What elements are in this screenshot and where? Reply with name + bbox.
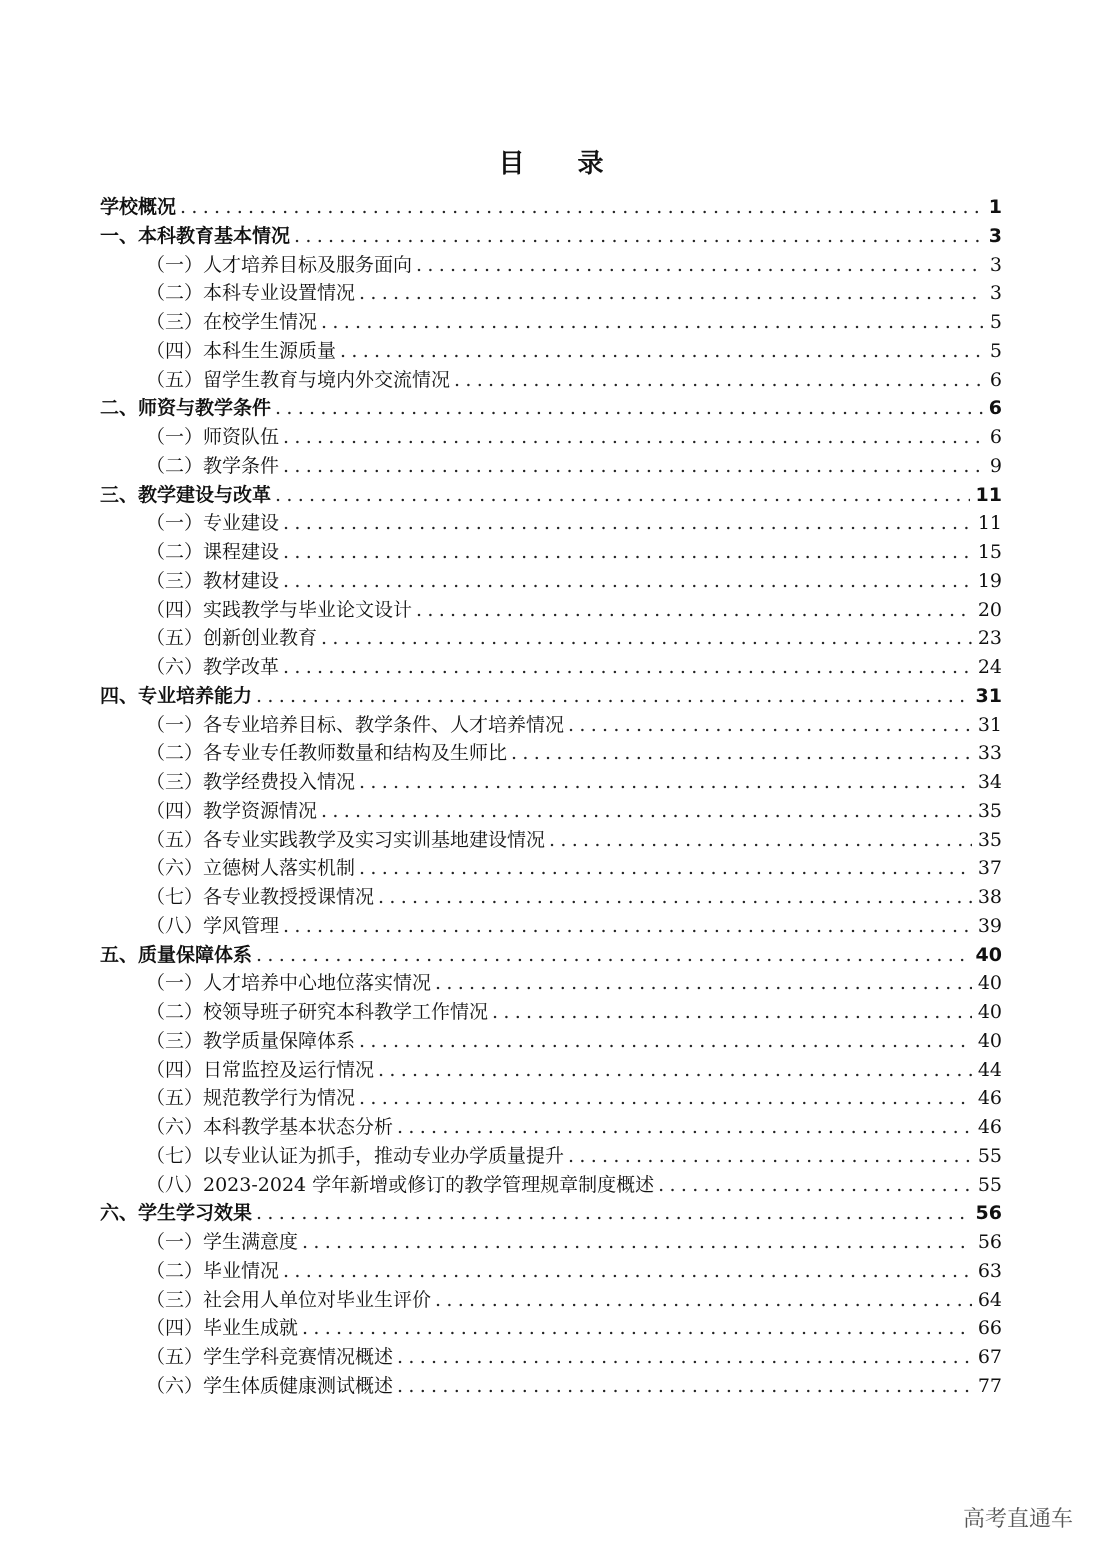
toc-subsection-entry[interactable] xyxy=(100,366,1002,395)
toc-subsection-entry[interactable] xyxy=(100,998,1002,1027)
toc-entry-label: （一）各专业培养目标、教学条件、人才培养情况 xyxy=(146,713,565,736)
dot-leader xyxy=(549,826,972,855)
toc-section-entry[interactable] xyxy=(100,941,1002,970)
toc-entry-label: （二）教学条件 xyxy=(146,454,280,477)
toc-entry-label: （四）实践教学与毕业论文设计 xyxy=(146,598,413,621)
toc-entry-label: （七）各专业教授授课情况 xyxy=(146,886,375,908)
toc-section-entry[interactable] xyxy=(100,193,1002,222)
toc-subsection-entry[interactable] xyxy=(100,1113,1002,1142)
watermark: 高考直通车 xyxy=(963,1507,1074,1532)
toc-subsection-entry[interactable] xyxy=(100,1056,1002,1085)
dot-leader xyxy=(256,682,970,711)
toc-entry-label: （四）日常监控及运行情况 xyxy=(146,1058,375,1081)
toc-subsection-entry[interactable] xyxy=(100,596,1002,625)
toc-page-number: 3 xyxy=(988,224,1002,247)
toc-entry-label: （六）本科教学基本状态分析 xyxy=(146,1116,394,1138)
toc-entry-label: （三）社会用人单位对毕业生评价 xyxy=(146,1288,432,1311)
dot-leader xyxy=(359,768,972,797)
toc-entry-label: （六）立德树人落实机制 xyxy=(146,857,356,880)
toc-subsection-entry[interactable] xyxy=(100,883,1002,912)
toc-subsection-entry[interactable] xyxy=(100,308,1002,337)
toc-entry-label: （八）学风管理 xyxy=(146,914,280,937)
toc-entry-label: （四）本科生生源质量 xyxy=(146,339,337,362)
dot-leader xyxy=(416,251,984,280)
toc-entry-label: （五）规范教学行为情况 xyxy=(146,1087,356,1110)
toc-page-number: 40 xyxy=(977,972,1002,995)
toc-entry-label: （一）专业建设 xyxy=(146,512,280,535)
toc-subsection-entry[interactable] xyxy=(100,1286,1002,1315)
dot-leader xyxy=(302,1228,972,1257)
toc-entry-label: （八）2023-2024 学年新增或修订的教学管理规章制度概述 xyxy=(146,1173,655,1196)
dot-leader xyxy=(283,423,984,452)
toc-page-number: 9 xyxy=(989,454,1002,477)
toc-subsection-entry[interactable] xyxy=(100,1257,1002,1286)
toc-page-number: 46 xyxy=(977,1087,1002,1110)
toc-page-number: 46 xyxy=(977,1116,1002,1138)
toc-entry-label: （五）留学生教育与境内外交流情况 xyxy=(146,368,451,391)
toc-entry-label: （四）教学资源情况 xyxy=(146,799,318,822)
toc-subsection-entry[interactable] xyxy=(100,538,1002,567)
dot-leader xyxy=(568,1142,972,1171)
dot-leader xyxy=(283,452,984,481)
toc-page-number: 31 xyxy=(977,713,1002,736)
table-of-contents xyxy=(100,193,1002,1401)
toc-subsection-entry[interactable] xyxy=(100,1142,1002,1171)
dot-leader xyxy=(283,567,972,596)
toc-page-number: 3 xyxy=(989,253,1002,276)
toc-subsection-entry[interactable] xyxy=(100,452,1002,481)
dot-leader xyxy=(180,193,983,222)
dot-leader xyxy=(340,337,984,366)
dot-leader xyxy=(283,1257,972,1286)
dot-leader xyxy=(492,998,972,1027)
toc-section-entry[interactable] xyxy=(100,682,1002,711)
dot-leader xyxy=(321,624,972,653)
toc-entry-label: （六）学生体质健康测试概述 xyxy=(146,1374,394,1397)
dot-leader xyxy=(359,1084,972,1113)
toc-entry-label: （五）各专业实践教学及实习实训基地建设情况 xyxy=(146,828,546,851)
toc-entry-label: （四）毕业生成就 xyxy=(146,1317,299,1340)
toc-page-number: 35 xyxy=(977,828,1002,851)
toc-page-number: 40 xyxy=(975,943,1002,966)
toc-page-number: 6 xyxy=(989,368,1002,391)
page-title: 目 录 xyxy=(498,149,626,179)
toc-page-number: 40 xyxy=(977,1029,1002,1052)
toc-entry-label: （六）教学改革 xyxy=(146,656,280,678)
toc-page-number: 1 xyxy=(988,196,1002,218)
dot-leader xyxy=(435,969,972,998)
toc-page-number: 77 xyxy=(977,1374,1002,1397)
toc-page-number: 11 xyxy=(975,483,1002,506)
toc-page-number: 44 xyxy=(977,1058,1002,1081)
toc-page-number: 56 xyxy=(977,1231,1002,1253)
toc-entry-label: （二）课程建设 xyxy=(146,541,280,563)
toc-subsection-entry[interactable] xyxy=(100,1343,1002,1372)
toc-page-number: 63 xyxy=(977,1259,1002,1282)
toc-subsection-entry[interactable] xyxy=(100,337,1002,366)
toc-entry-label: （二）校领导班子研究本科教学工作情况 xyxy=(146,1001,489,1023)
toc-entry-label: （三）教材建设 xyxy=(146,569,280,592)
toc-subsection-entry[interactable] xyxy=(100,969,1002,998)
toc-page-number: 23 xyxy=(977,627,1002,650)
toc-page-number: 19 xyxy=(977,569,1002,592)
dot-leader xyxy=(256,1199,970,1228)
toc-page-number: 38 xyxy=(977,886,1002,908)
toc-page-number: 55 xyxy=(977,1173,1002,1196)
toc-page-number: 3 xyxy=(989,282,1002,305)
toc-entry-label: 五、质量保障体系 xyxy=(100,943,253,966)
toc-section-entry[interactable] xyxy=(100,1199,1002,1228)
toc-subsection-entry[interactable] xyxy=(100,279,1002,308)
dot-leader xyxy=(397,1372,972,1401)
toc-page-number: 5 xyxy=(989,311,1002,333)
toc-entry-label: （三）教学经费投入情况 xyxy=(146,771,356,793)
dot-leader xyxy=(321,797,972,826)
toc-subsection-entry[interactable] xyxy=(100,1171,1002,1200)
dot-leader xyxy=(283,912,972,941)
toc-entry-label: （一）学生满意度 xyxy=(146,1231,299,1253)
toc-page-number: 39 xyxy=(977,914,1002,937)
toc-subsection-entry[interactable] xyxy=(100,711,1002,740)
toc-entry-label: （一）人才培养中心地位落实情况 xyxy=(146,972,432,995)
toc-subsection-entry[interactable] xyxy=(100,912,1002,941)
toc-entry-label: （二）本科专业设置情况 xyxy=(146,282,356,305)
dot-leader xyxy=(454,366,984,395)
toc-subsection-entry[interactable] xyxy=(100,797,1002,826)
dot-leader xyxy=(378,1056,972,1085)
dot-leader xyxy=(511,739,972,768)
toc-page-number: 6 xyxy=(988,397,1002,420)
toc-page-number: 20 xyxy=(977,598,1002,621)
toc-subsection-entry[interactable] xyxy=(100,509,1002,538)
toc-entry-label: （二）毕业情况 xyxy=(146,1259,280,1282)
toc-entry-label: 一、本科教育基本情况 xyxy=(100,224,291,247)
dot-leader xyxy=(658,1171,972,1200)
dot-leader xyxy=(256,941,970,970)
dot-leader xyxy=(283,538,972,567)
toc-page-number: 35 xyxy=(977,799,1002,822)
toc-subsection-entry[interactable] xyxy=(100,739,1002,768)
toc-section-entry[interactable] xyxy=(100,394,1002,423)
toc-section-entry[interactable] xyxy=(100,481,1002,510)
toc-subsection-entry[interactable] xyxy=(100,653,1002,682)
dot-leader xyxy=(397,1343,972,1372)
toc-subsection-entry[interactable] xyxy=(100,1084,1002,1113)
toc-entry-label: （五）创新创业教育 xyxy=(146,627,318,650)
toc-subsection-entry[interactable] xyxy=(100,1314,1002,1343)
toc-page-number: 67 xyxy=(977,1346,1002,1368)
dot-leader xyxy=(359,854,972,883)
toc-subsection-entry[interactable] xyxy=(100,624,1002,653)
toc-page-number: 6 xyxy=(989,426,1002,448)
dot-leader xyxy=(283,653,972,682)
dot-leader xyxy=(378,883,972,912)
toc-entry-label: （二）各专业专任教师数量和结构及生师比 xyxy=(146,742,508,765)
toc-entry-label: 三、教学建设与改革 xyxy=(100,483,272,506)
toc-page-number: 11 xyxy=(977,512,1002,535)
dot-leader xyxy=(359,279,984,308)
dot-leader xyxy=(275,481,970,510)
toc-page-number: 37 xyxy=(977,857,1002,880)
toc-entry-label: （一）师资队伍 xyxy=(146,426,280,448)
toc-entry-label: 二、师资与教学条件 xyxy=(100,397,272,420)
toc-entry-label: 学校概况 xyxy=(100,196,177,218)
toc-subsection-entry[interactable] xyxy=(100,826,1002,855)
toc-subsection-entry[interactable] xyxy=(100,251,1002,280)
toc-page-number: 33 xyxy=(977,742,1002,765)
dot-leader xyxy=(435,1286,972,1315)
toc-page-number: 64 xyxy=(977,1288,1002,1311)
toc-section-entry[interactable] xyxy=(100,222,1002,251)
toc-subsection-entry[interactable] xyxy=(100,1228,1002,1257)
dot-leader xyxy=(568,711,972,740)
toc-subsection-entry[interactable] xyxy=(100,567,1002,596)
dot-leader xyxy=(275,394,983,423)
dot-leader xyxy=(416,596,972,625)
toc-page-number: 40 xyxy=(977,1001,1002,1023)
toc-page-number: 24 xyxy=(977,656,1002,678)
toc-entry-label: 四、专业培养能力 xyxy=(100,684,253,707)
toc-entry-label: （三）教学质量保障体系 xyxy=(146,1029,356,1052)
toc-entry-label: （五）学生学科竞赛情况概述 xyxy=(146,1346,394,1368)
toc-entry-label: （七）以专业认证为抓手，推动专业办学质量提升 xyxy=(146,1144,565,1167)
toc-page-number: 56 xyxy=(975,1202,1002,1225)
toc-page-number: 66 xyxy=(977,1317,1002,1340)
dot-leader xyxy=(302,1314,972,1343)
toc-page-number: 15 xyxy=(977,541,1002,563)
dot-leader xyxy=(397,1113,972,1142)
dot-leader xyxy=(294,222,983,251)
toc-page-number: 5 xyxy=(989,339,1002,362)
toc-subsection-entry[interactable] xyxy=(100,768,1002,797)
toc-subsection-entry[interactable] xyxy=(100,1372,1002,1401)
toc-subsection-entry[interactable] xyxy=(100,1027,1002,1056)
toc-page-number: 31 xyxy=(975,684,1002,707)
toc-page-number: 55 xyxy=(977,1144,1002,1167)
toc-entry-label: （三）在校学生情况 xyxy=(146,311,318,333)
dot-leader xyxy=(321,308,984,337)
toc-entry-label: 六、学生学习效果 xyxy=(100,1202,253,1225)
dot-leader xyxy=(359,1027,972,1056)
toc-subsection-entry[interactable] xyxy=(100,854,1002,883)
toc-page-number: 34 xyxy=(977,771,1002,793)
toc-subsection-entry[interactable] xyxy=(100,423,1002,452)
dot-leader xyxy=(283,509,972,538)
toc-entry-label: （一）人才培养目标及服务面向 xyxy=(146,253,413,276)
